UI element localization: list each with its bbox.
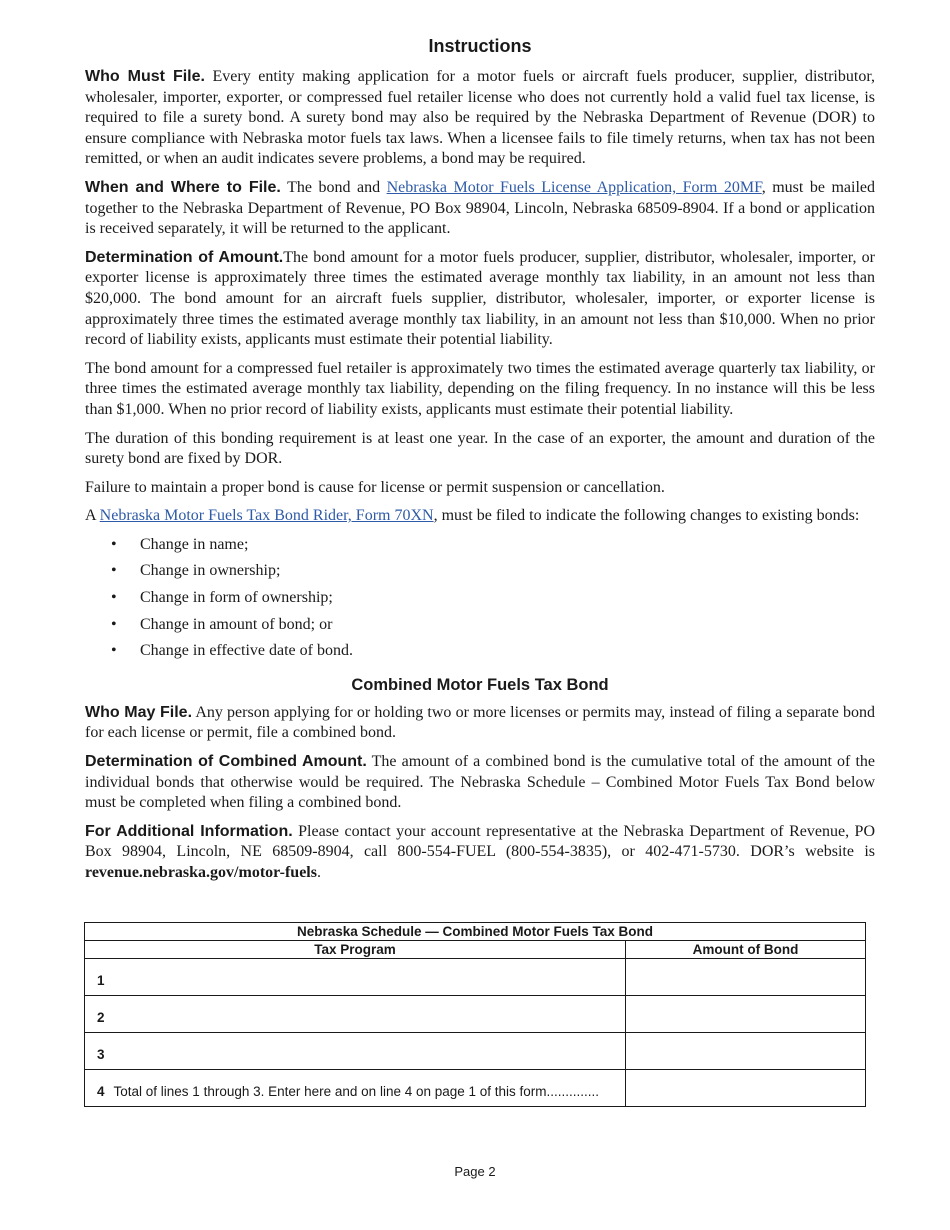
list-item xyxy=(85,535,875,562)
table-row xyxy=(85,959,866,996)
website-text: revenue.nebraska.gov/motor-fuels xyxy=(85,864,317,881)
total-line-cell xyxy=(85,1070,626,1107)
total-line-text: Total of lines 1 through 3. Enter here and on line 4 on page 1 of this form.............. xyxy=(113,1084,600,1099)
list-item xyxy=(85,615,875,642)
line-number xyxy=(85,1084,599,1106)
who-may-file-text: Any person applying for or holding two or more licenses or permits may, instead of filing a separate bond for each license or permit, file a combined bond. xyxy=(85,703,876,742)
determination-paragraph xyxy=(85,248,875,351)
list-item xyxy=(85,641,875,668)
amount-cell-2[interactable] xyxy=(626,996,866,1033)
combined-bond-title: Combined Motor Fuels Tax Bond xyxy=(351,675,609,694)
who-may-file-paragraph xyxy=(85,703,875,744)
bullet-icon: • xyxy=(111,562,117,580)
determination-heading: Determination of Amount. xyxy=(85,248,284,266)
tax-program-cell-3[interactable] xyxy=(85,1033,626,1070)
table-row xyxy=(85,996,866,1033)
additional-info-heading: For Additional Information. xyxy=(85,822,293,840)
page-number: Page 2 xyxy=(454,1164,496,1179)
list-item xyxy=(85,588,875,615)
compressed-fuel-paragraph: The bond amount for a compressed fuel retailer is approximately two times the estimated average quarterly tax liability, or three times the estimated average monthly tax liability, depending on the filing frequency. In no instance will this be less than $1,000. When no prior record of liability exists, applicants must estimate their potential liability. xyxy=(85,359,875,418)
line-number-text: 4 xyxy=(97,1084,105,1099)
line-number: 1 xyxy=(97,973,105,988)
additional-info-end: . xyxy=(316,864,321,881)
form-70xn-link[interactable]: Nebraska Motor Fuels Tax Bond Rider, Form 70XN xyxy=(99,507,434,525)
bullet-icon: • xyxy=(111,535,117,553)
who-must-file-text: Every entity making application for a motor fuels or aircraft fuels producer, supplier, distributor, wholesaler, importer, exporter, or compressed fuel retailer license who does not currently hold a valid fuel tax license, is required to file a surety bond. A surety bond may also be required by the Nebraska Department of Revenue (DOR) to ensure compliance with Nebraska motor fuels tax laws. When a licensee fails to file timely returns, when tax has not been remitted, or when an audit indicates severe problems, a bond may be required. xyxy=(85,68,875,168)
table-row xyxy=(85,1033,866,1070)
additional-info-paragraph xyxy=(85,822,875,884)
amount-cell-3[interactable] xyxy=(626,1033,866,1070)
rider-paragraph xyxy=(85,506,875,527)
determination-text: The bond amount for a motor fuels producer, supplier, distributor, wholesaler, importer, or exporter license is approximately three times the estimated average monthly tax liability, in an amount not less than $20,000. The bond amount for an aircraft fuels supplier, distributor, wholesaler, importer, or exporter license is approximately three times the estimated average monthly tax liability, in an amount not less than $10,000. When no prior record of liability exists, applicants must estimate their potential liability. xyxy=(85,248,875,349)
changes-list xyxy=(85,535,875,668)
who-must-file-heading: Who Must File. xyxy=(85,68,205,85)
who-must-file-paragraph xyxy=(85,67,875,170)
bullet-icon: • xyxy=(111,589,117,607)
line-number: 2 xyxy=(97,1010,105,1025)
line-number: 3 xyxy=(97,1047,105,1062)
combined-amount-paragraph xyxy=(85,752,875,814)
tax-program-cell-2[interactable] xyxy=(85,996,626,1033)
when-where-heading: When and Where to File. xyxy=(85,178,281,196)
rider-text-after: , must be filed to indicate the following changes to existing bonds: xyxy=(433,507,860,525)
table-row xyxy=(85,1070,866,1107)
page-title: Instructions xyxy=(428,36,532,56)
combined-bond-schedule-table xyxy=(84,922,866,1107)
form-20mf-link[interactable]: Nebraska Motor Fuels License Application, Form 20MF xyxy=(386,178,762,196)
rider-text-before: A xyxy=(85,507,100,525)
additional-info-text: Please contact your account representative at the Nebraska Department of Revenue, PO Box 98904, Lincoln, NE 68509-8904, call 800-554-FUEL (800-554-3835), or 402-471-5730. DOR’s website is xyxy=(85,822,876,861)
when-where-text-before: The bond and xyxy=(280,178,387,196)
list-item-text: Change in form of ownership; xyxy=(140,589,333,607)
list-item-text: Change in name; xyxy=(140,535,249,553)
list-item-text: Change in effective date of bond. xyxy=(140,642,353,660)
when-where-paragraph xyxy=(85,178,875,240)
bullet-icon: • xyxy=(111,615,117,633)
schedule-caption: Nebraska Schedule — Combined Motor Fuels Tax Bond xyxy=(85,923,866,941)
instructions-page xyxy=(85,36,875,892)
tax-program-header: Tax Program xyxy=(85,941,626,959)
failure-paragraph: Failure to maintain a proper bond is cause for license or permit suspension or cancellation. xyxy=(85,478,665,496)
who-may-file-heading: Who May File. xyxy=(85,703,193,721)
list-item xyxy=(85,561,875,588)
amount-of-bond-header: Amount of Bond xyxy=(626,941,866,959)
combined-amount-text: The amount of a combined bond is the cumulative total of the amount of the individual bonds that otherwise would be required. The Nebraska Schedule – Combined Motor Fuels Tax Bond below must be completed when filing a combined bond. xyxy=(85,753,875,812)
bullet-icon: • xyxy=(111,642,117,660)
tax-program-cell-1[interactable] xyxy=(85,959,626,996)
list-item-text: Change in ownership; xyxy=(140,562,281,580)
combined-amount-heading: Determination of Combined Amount. xyxy=(85,753,367,771)
amount-cell-total[interactable] xyxy=(626,1070,866,1107)
list-item-text: Change in amount of bond; or xyxy=(140,615,333,633)
when-where-text-after: , must be mailed together to the Nebraska Department of Revenue, PO Box 98904, Lincoln, Nebraska 68509-8904. If a bond or application is received separately, it will be returned to the applicant. xyxy=(85,178,876,238)
amount-cell-1[interactable] xyxy=(626,959,866,996)
duration-paragraph: The duration of this bonding requirement is at least one year. In the case of an exporter, the amount and duration of the surety bond are fixed by DOR. xyxy=(85,429,875,468)
